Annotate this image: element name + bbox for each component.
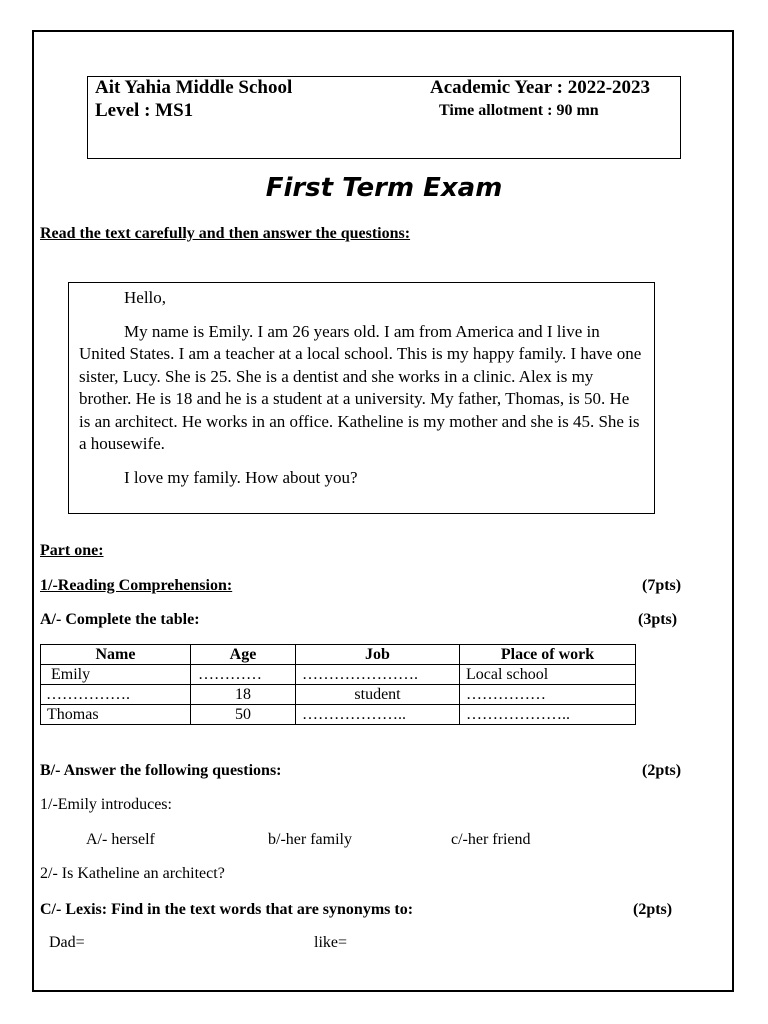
cell-place: Local school [460,665,636,685]
section-c-points: (2pts) [633,901,673,918]
table-header-row [41,645,636,665]
cell-age: 18 [191,685,296,705]
cell-job: ……………….. [296,705,460,725]
cell-place: ……………….. [460,705,636,725]
header-age: Age [191,645,296,665]
header-name: Name [41,645,191,665]
cell-job: …………………. [296,665,460,685]
section-a-points: (3pts) [638,611,678,628]
time-allotment: Time allotment : 90 mn [439,102,599,119]
header-place-of-work: Place of work [460,645,636,665]
reading-comprehension-heading: 1/-Reading Comprehension: [40,577,233,594]
section-b-heading: B/- Answer the following questions: [40,762,282,779]
question-2: 2/- Is Katheline an architect? [40,865,225,882]
section-a-heading: A/- Complete the table: [40,611,200,628]
reading-text-box [68,282,655,514]
instruction: Read the text carefully and then answer the questions: [40,225,411,242]
cell-name: Thomas [41,705,191,725]
section-c-heading: C/- Lexis: Find in the text words that are synonyms to: [40,901,414,918]
cell-age: ………… [191,665,296,685]
cell-place: …………… [460,685,636,705]
lexis-like: like= [314,934,348,951]
question-1: 1/-Emily introduces: [40,796,172,813]
lexis-dad: Dad= [49,934,85,951]
academic-year: Academic Year : 2022-2023 [430,77,651,98]
header-job: Job [296,645,460,665]
cell-job: student [296,685,460,705]
table-row [41,665,636,685]
q1-option-b: b/-her family [268,831,352,848]
cell-name: Emily [41,665,191,685]
text-closing: I love my family. How about you? [124,467,358,487]
q1-option-c: c/-her friend [451,831,531,848]
exam-title: First Term Exam [265,173,503,203]
part-one-heading: Part one: [40,542,104,559]
school-name: Ait Yahia Middle School [95,77,293,98]
cell-age: 50 [191,705,296,725]
table-row [41,685,636,705]
level-label: Level : MS1 [95,100,194,121]
section-b-points: (2pts) [642,762,682,779]
family-table [40,644,636,725]
text-body: My name is Emily. I am 26 years old. I am from America and I live in United States. I am a teacher at a local school. This is my happy family. I have one sister, Lucy. She is 25. She is a dentist and she works in a clinic. Alex is my brother. He is 18 and he is a student at a university. My father, Thomas, is 50. He is an architect. He works in an office. Katheline is my mother and she is 45. She is a housewife. [79,321,642,453]
text-greeting: Hello, [124,288,167,307]
reading-points: (7pts) [642,577,682,594]
cell-name: ……………. [41,685,191,705]
table-row [41,705,636,725]
q1-option-a: A/- herself [86,831,155,848]
